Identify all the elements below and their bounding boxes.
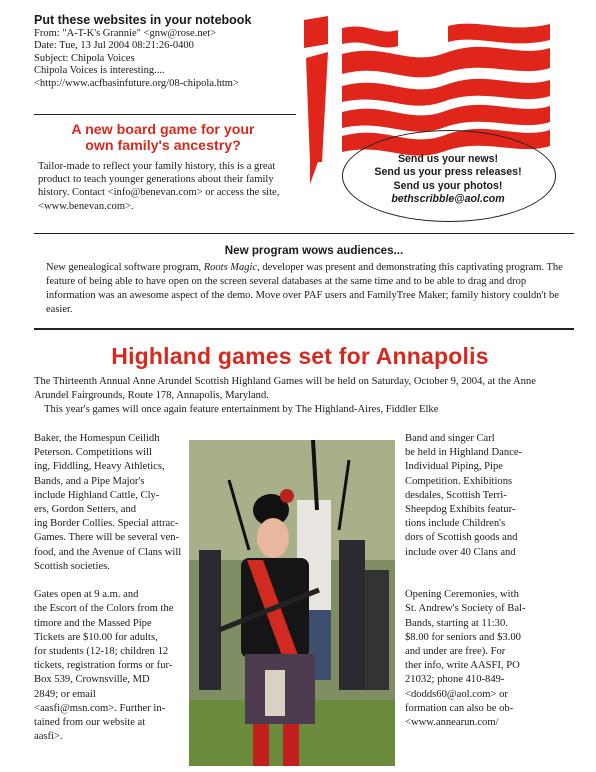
news-callout-line: Send us your press releases! [374,166,522,179]
program-body: New genealogical software program, Roots Magic, developer was present and demonstrating this captivating program. The feature of being able to have open on the screen several databases at the same time and to be able to drag and drop information was an awesome aspect of the demo. Move over PAF users and FamilyTree Maker; family history couldn't be easier. [46,262,563,315]
column-line: Competition. Exhibitions [405,475,513,487]
photo-sporran [265,670,285,716]
logo-stem [306,52,328,184]
logo-stripe [342,26,398,47]
column-line: Gates open at 9 a.m. and [34,589,139,601]
column-line: be held in Highland Dance- [405,447,523,459]
logo-dot [304,16,328,48]
column-line: tained from our website at [34,717,146,729]
photo-piper [365,570,389,690]
column-line: aasfi>. [34,731,63,743]
logo-stripe [342,79,550,106]
column-line [34,574,184,588]
column-line [405,560,565,574]
column-line: Individual Piping, Pipe [405,461,503,473]
column-line: Sheepdog Exhibits featur- [405,504,516,516]
websites-line: From: "A-T-K's Grannie" <gnw@rose.net> [34,27,217,39]
column-line: <aasfi@msn.com>. Further in- [34,702,166,714]
news-callout-line: Send us your photos! [393,179,503,192]
column-line: Opening Ceremonies, with [405,589,519,601]
program-article [34,244,574,317]
column-line: the Escort of the Colors from the [34,603,174,615]
column-line: <dodds60@aol.com> or [405,688,508,700]
column-line: tions include Children's [405,518,506,530]
column-line: ers, Gordon Setters, and [34,504,137,516]
news-callout-email[interactable]: bethscribble@aol.com [391,193,505,206]
column-line: Scottish societies. [34,560,110,572]
websites-line: Date: Tue, 13 Jul 2004 08:21:26-0400 [34,40,194,52]
highland-intro-paragraph: The Thirteenth Annual Anne Arundel Scottish Highland Games will be held on Saturday, October 9, 2004, at the Anne Arundel Fairgrounds, Route 178, Annapolis, Maryland. [34,376,536,402]
bagpipers-photo [189,440,395,766]
column-line: $8.00 for seniors and $3.00 [405,631,521,643]
column-line: Tickets are $10.00 for adults, [34,631,158,643]
news-callout [350,153,546,207]
column-line: formation can also be ob- [405,702,514,714]
photo-sock [283,724,299,766]
websites-line: Subject: Chipola Voices [34,52,135,64]
photo-piper [339,540,365,690]
column-line: timore and the Massed Pipe [34,617,152,629]
column-line: tickets, registration forms or fur- [34,660,173,672]
divider [34,328,574,330]
divider [34,114,296,115]
column-line: ing, Fiddling, Heavy Athletics, [34,461,165,473]
column-line: Bands, and a Pipe Major's [34,475,145,487]
photo-face [257,518,289,558]
highland-intro [34,375,566,418]
column-line [405,574,565,588]
column-line: Bands, starting at 11:30. [405,617,508,629]
column-line: and under are free). For [405,646,506,658]
photo-bonnet-feather [280,489,294,503]
column-line: dors of Scottish goods and [405,532,518,544]
column-line: 2849; or email [34,688,96,700]
news-callout-line: Send us your news! [397,153,499,165]
column-line: for students (12-18; children 12 [34,646,169,658]
column-line: <www.annearun.com/ [405,717,499,729]
column-line: Peterson. Competitions will [34,447,153,459]
logo-stripe [342,47,550,78]
websites-heading: Put these websites in your notebook [34,13,252,27]
column-line: include Highland Cattle, Cly- [34,489,160,501]
websites-line: Chipola Voices is interesting.... [34,65,165,77]
board-game-article [34,122,292,213]
board-game-title: A new board game for your own family's ancestry? [71,122,255,154]
column-line: Box 539, Crownsville, MD [34,674,150,686]
divider [34,233,574,234]
column-line: Band and singer Carl [405,433,495,444]
column-line: Games. There will be several ven- [34,532,180,544]
highland-intro-paragraph: This year's games will once again feature entertainment by The Highland-Aires, Fiddler Elke [44,404,439,416]
column-line: 21032; phone 410-849- [405,674,505,686]
program-name: Roots Magic [203,262,258,273]
logo-stripe [448,24,550,44]
websites-link[interactable]: <http://www.acfbasinfuture.org/08-chipola.htm> [34,77,239,89]
photo-piper [199,550,221,690]
column-line: ing Border Collies. Special attrac- [34,518,179,530]
column-line: ther info, write AASFI, PO [405,660,520,672]
column-line: desdales, Scottish Terri- [405,489,507,501]
board-game-body: Tailor-made to reflect your family history, this is a great product to teach younger generations about their family history. Contact <info@benevan.com> or access the site, <www.benevan.com>. [38,161,280,212]
highland-left-column [34,432,184,744]
column-line: include over 40 Clans and [405,546,516,558]
column-line: Baker, the Homespun Ceilidh [34,433,160,444]
highland-right-column [405,432,565,730]
column-line: St. Andrew's Society of Bal- [405,603,526,615]
photo-sock [253,724,269,766]
websites-block [34,14,296,91]
program-title: New program wows audiences... [224,244,404,257]
highland-games-title: Highland games set for Annapolis [111,343,489,369]
logo-stripe [342,105,550,132]
column-line: food, and the Avenue of Clans will [34,546,182,558]
